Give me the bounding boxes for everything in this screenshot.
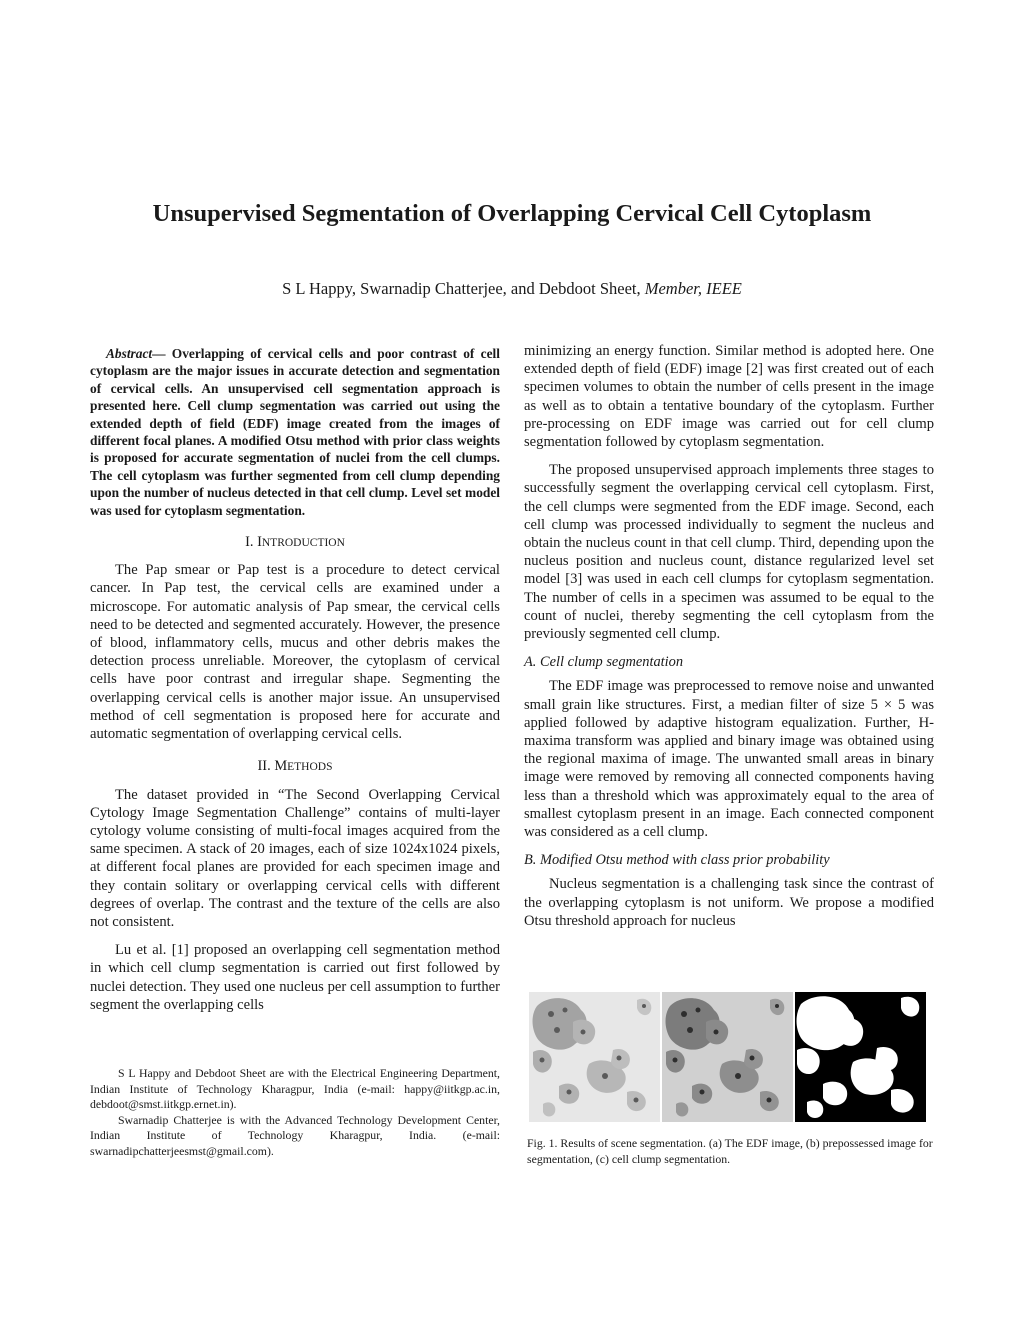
- methods-paragraph-2: Lu et al. [1] proposed an overlapping cell segmentation method in which cell clump segmentation is carried out first followed by nuclei detection. They used one nucleus per cell assumption to further segment the overlapping cells: [90, 942, 500, 1013]
- methods-paragraph-1: The dataset provided in “The Second Overlapping Cervical Cytology Image Segmentation Challenge” contains of multi-layer cytology volume consisting of multi-focal images acquired from the same specimen. A stack of 20 images, each of size 1024x1024 pixels, at different focal planes are provided for each specimen image and they contain solitary or overlapping cervical cells with different degrees of overlap. The contrast and the texture of the cells are also not consistent.: [90, 786, 500, 930]
- section-number: II.: [257, 758, 271, 775]
- methods-paragraph-3: minimizing an energy function. Similar method is adopted here. One extended depth of field (EDF) image [2] was first created out of each specimen volumes to obtain the number of cells present in the image as well as to obtain a tentative boundary of the cytoplasm. Further pre-processing on EDF image was carried out for cell clump segmentation followed by cytoplasm segmentation.: [524, 343, 934, 451]
- figure-1: [529, 992, 937, 1122]
- section-initial: M: [274, 758, 288, 775]
- footnote-paragraph-1: S L Happy and Debdoot Sheet are with the Electrical Engineering Department, Indian Institute of Technology Kharagpur, India (e-mail: happy@iitkgp.ac.in, debdoot@smst.iitkgp.ernet.in).: [90, 1066, 500, 1112]
- methods-paragraph-4: The proposed unsupervised approach implements three stages to successfully segment the overlapping cervical cell cytoplasm. First, the cell clumps were segmented from the EDF image. Second, each cell clump was processed individually to segment the nucleus and obtain the nucleus count in that cell clump. Third, depending upon the nucleus position and nucleus count, distance regularized level set model [3] was used in each cell clumps for cytoplasm segmentation. The number of cells in a specimen was assumed to be equal to the count of nuclei, thereby segmenting the cell cytoplasm from the previously segmented cell clump.: [524, 462, 934, 643]
- subsection-heading-b: B. Modified Otsu method with class prior probability: [524, 852, 830, 869]
- intro-paragraph: The Pap smear or Pap test is a procedure to detect cervical cancer. In Pap test, the cervical cells are examined under a microscope. For automatic analysis of Pap smear, the cervical cells need to be detected and segmented accurately. However, the presence of blood, inflammatory cells, mucus and other debris makes the detection process unreliable. Moreover, the cytoplasm of cervical cells have poor contrast and irregular shape. Segmenting the overlapping cervical cells is another major issue. An unsupervised method of cell segmentation is proposed here for accurate and automatic segmentation of overlapping cervical cells.: [90, 562, 500, 743]
- author-membership: Member, IEEE: [644, 279, 742, 298]
- section-title-rest: NTRODUCTION: [261, 537, 345, 550]
- section-number: I.: [245, 534, 254, 551]
- left-column: [90, 345, 500, 1014]
- section-title-rest: ETHODS: [287, 761, 333, 774]
- right-column: [524, 342, 934, 930]
- clump-paragraph: The EDF image was preprocessed to remove noise and unwanted small grain like structures. First, a median filter of size 5 × 5 was applied followed by adaptive histogram equalization. Further, H-maxima transform was applied and binary image was obtained using the regional maxima of image. The unwanted small areas in binary image were removed by removing all connected components having less than a threshold which was approximately equal to the area of smallest cytoplasm present in an image. Each connected component was considered as a cell clump.: [524, 678, 934, 841]
- author-names: S L Happy, Swarnadip Chatterjee, and Debdoot Sheet,: [282, 279, 641, 298]
- abstract-text: Overlapping of cervical cells and poor contrast of cell cytoplasm are the major issues in accurate detection and segmentation of cervical cells. An unsupervised cell segmentation approach is presented here. Cell clump segmentation was carried out using the extended depth of field (EDF) image created from the images of different focal planes. A modified Otsu method with prior class weights is proposed for accurate segmentation of nuclei from the cell clumps. The cell cytoplasm was further segmented from cell clump depending upon the number of nucleus detected in that cell clump. Level set model was used for cytoplasm segmentation.: [90, 346, 500, 518]
- preprocessed-image: [662, 992, 793, 1122]
- footnote-paragraph-2: Swarnadip Chatterjee is with the Advanced Technology Development Center, Indian Institute of Technology Kharagpur, India. (e-mail: swarnadipchatterjeesmst@gmail.com).: [90, 1112, 500, 1158]
- section-heading-methods: [90, 757, 500, 776]
- paper-title: Unsupervised Segmentation of Overlapping Cervical Cell Cytoplasm: [152, 200, 872, 227]
- edf-image: [529, 992, 660, 1122]
- author-line: [130, 279, 894, 299]
- clump-segmentation-image: [795, 992, 926, 1122]
- abstract-dash: —: [152, 346, 166, 361]
- section-heading-introduction: [90, 533, 500, 552]
- subsection-heading-a: A. Cell clump segmentation: [524, 654, 684, 671]
- figure-caption: Fig. 1. Results of scene segmentation. (a) The EDF image, (b) prepossessed image for segmentation, (c) cell clump segmentation.: [527, 1136, 933, 1166]
- otsu-paragraph: Nucleus segmentation is a challenging task since the contrast of the overlapping cytoplasm is not uniform. We propose a modified Otsu threshold approach for nucleus: [524, 876, 934, 929]
- abstract-label: Abstract: [106, 346, 153, 361]
- abstract: [90, 345, 500, 519]
- section-initial: I: [257, 534, 262, 551]
- author-footnote: [90, 1066, 500, 1160]
